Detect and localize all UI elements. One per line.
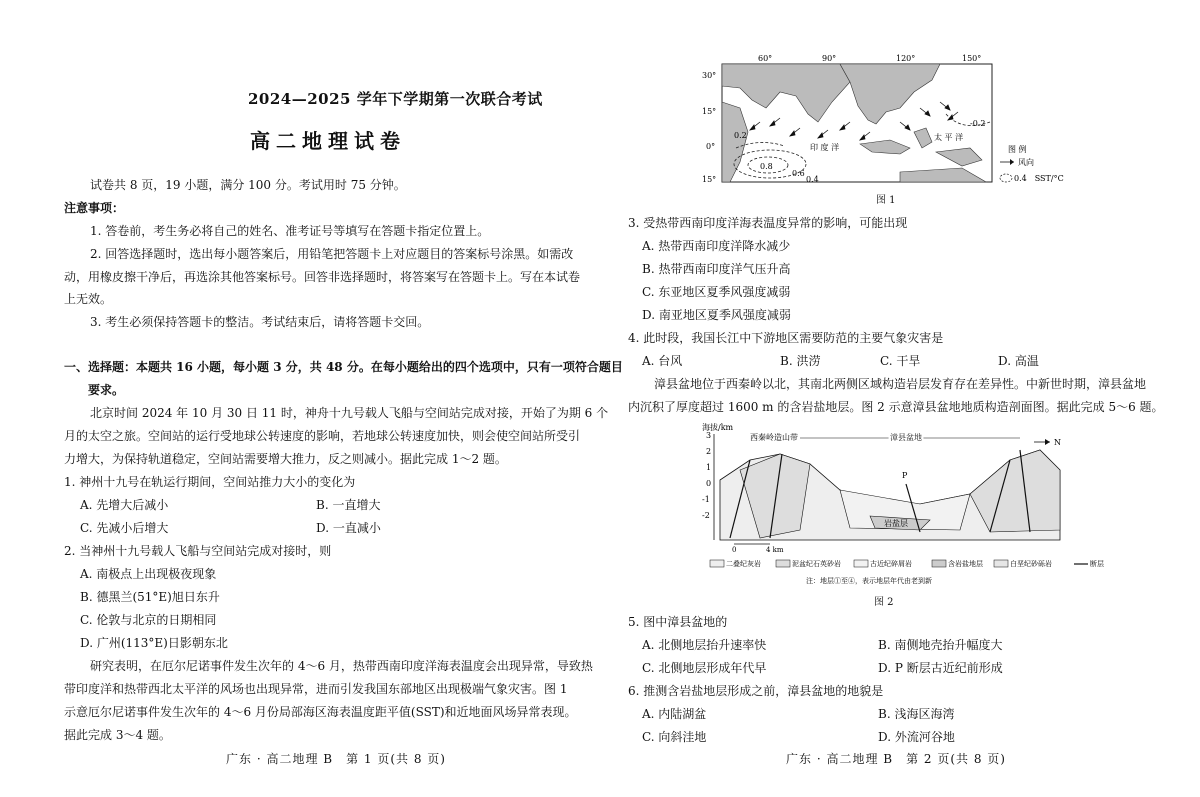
legend-sst: 0.4 SST/°C [1014,174,1064,183]
q2-option-c: C. 伦敦与北京的日期相同 [80,613,217,627]
q6-option-d: D. 外流河谷地 [878,730,955,744]
lon-120: 120° [896,54,916,63]
question-5: 5. 图中漳县盆地的 [628,615,728,629]
lat-15n: 15° [702,107,717,116]
sst-label-02: 0.2 [734,131,747,140]
q3-option-b: B. 热带西南印度洋气压升高 [642,262,791,276]
notice-1: 1. 答卷前，考生务必将自己的姓名、准考证号等填写在答题卡指定位置上。 [90,224,490,238]
geology-profile [670,420,1130,600]
q2-option-d: D. 广州(113°E)日影朝东北 [80,636,228,650]
q1-option-c: C. 先减小后增大 [80,521,169,535]
q3-option-a: A. 热带西南印度洋降水减少 [642,239,791,253]
exam-title: 2024—2025 学年下学期第一次联合考试 [248,90,543,108]
passage1-line3: 力增大，为保持轨道稳定，空间站需要增大推力，反之则减小。据此完成 1～2 题。 [64,452,507,466]
q5-option-a: A. 北侧地层抬升速率快 [642,638,767,652]
notice-3: 3. 考生必须保持答题卡的整洁。考试结束后，请将答题卡交回。 [90,315,430,329]
legend-conglomerate: 白垩纪砂砾岩 [1010,560,1052,568]
legend-wind-arrowhead [1010,159,1014,165]
q4-option-b: B. 洪涝 [780,354,821,368]
ocean-label-indian: 印 度 洋 [810,143,840,152]
q5-option-d: D. P 断层古近纪前形成 [878,661,1003,675]
lat-15s: 15° [702,175,717,184]
lon-150: 150° [962,54,982,63]
legend-sandstone: 泥盆纪石英砂岩 [792,560,841,568]
question-2: 2. 当神州十九号载人飞船与空间站完成对接时，则 [64,544,332,558]
legend-title: 图 例 [1008,145,1027,154]
ocean-label-pacific: 太 平 洋 [934,133,964,142]
scale-zero: 0 [732,546,737,554]
legend-swatch-limestone [710,560,724,567]
sst-label-08: 0.8 [760,162,773,171]
profile-note: 注：地层①至④，表示地层年代由老到新 [806,577,932,585]
profile-yaxis-label: 海拔/km [702,423,734,432]
q6-option-a: A. 内陆湖盆 [642,707,707,721]
q2-option-b: B. 德黑兰(51°E)旭日东升 [80,590,220,604]
legend-sst-symbol [1000,174,1012,182]
passage2-line2: 带印度洋和热带西北太平洋的风场也出现异常，进而引发我国东部地区出现极端气象灾害。图 1 [64,682,568,696]
q6-option-b: B. 浅海区海湾 [878,707,955,721]
north-arrowhead [1045,439,1050,445]
lat-0: 0° [706,142,716,151]
q5-option-b: B. 南侧地壳抬升幅度大 [878,638,1003,652]
q3-option-c: C. 东亚地区夏季风强度减弱 [642,285,791,299]
question-3: 3. 受热带西南印度洋海表温度异常的影响，可能出现 [628,216,908,230]
question-1: 1. 神州十九号在轨运行期间，空间站推力大小的变化为 [64,475,356,489]
sst-label-06: 0.6 [792,169,805,178]
q1-option-b: B. 一直增大 [316,498,381,512]
legend-swatch-conglomerate [994,560,1008,567]
exam-intro: 试卷共 8 页，19 小题，满分 100 分。考试用时 75 分钟。 [90,178,406,192]
fault-p-label: P [902,471,908,480]
passage2-line1: 研究表明，在厄尔尼诺事件发生次年的 4～6 月，热带西南印度洋海表温度会出现异常，导致热 [90,659,593,673]
passage3-line2: 内沉积了厚度超过 1600 m 的含岩盐地层。图 2 示意漳县盆地地质构造剖面图。据此完成 5～6 题。 [628,400,1164,414]
q2-option-a: A. 南极点上出现极夜现象 [80,567,217,581]
section-heading-cont: 要求。 [88,383,125,397]
passage2-line3: 示意厄尔尼诺事件发生次年的 4～6 月份局部海区海表温度距平值(SST)和近地面风场异常表现。 [64,705,577,719]
exam-subtitle: 高二地理试卷 [250,129,406,153]
q1-option-d: D. 一直减小 [316,521,381,535]
q4-option-a: A. 台风 [642,354,683,368]
ytick-neg2: -2 [702,511,710,520]
notice-2: 2. 回答选择题时，选出每小题答案后，用铅笔把答题卡上对应题目的答案标号涂黑。如需改 [90,247,574,261]
legend-swatch-sandstone [776,560,790,567]
q6-option-c: C. 向斜洼地 [642,730,707,744]
q5-option-c: C. 北侧地层形成年代早 [642,661,767,675]
sst-label-neg02: -0.2 [970,119,986,128]
profile-legend [710,559,1104,568]
figure-2-caption: 图 2 [874,597,894,608]
passage2-line4: 据此完成 3～4 题。 [64,728,171,742]
section-heading: 一、选择题：本题共 16 小题，每小题 3 分，共 48 分。在每小题给出的四个选项中，只有一项符合题目 [64,360,623,374]
page-footer-2: 广东 · 高二地理 B 第 2 页(共 8 页) [786,752,1006,766]
ytick-3: 3 [706,431,712,440]
ytick-0: 0 [706,479,712,488]
sst-label-04: 0.4 [806,175,819,184]
page-2 [600,0,1200,797]
salt-label: 岩盐层 [884,519,908,528]
question-6: 6. 推测含岩盐地层形成之前，漳县盆地的地貌是 [628,684,884,698]
question-4: 4. 此时段，我国长江中下游地区需要防范的主要气象灾害是 [628,331,944,345]
passage1-line2: 月的太空之旅。空间站的运行受地球公转速度的影响，若地球公转速度加快，则会使空间站所受引 [64,429,581,443]
lon-90: 90° [822,54,837,63]
lat-30n: 30° [702,71,717,80]
q4-option-d: D. 高温 [998,354,1039,368]
layer-north-block [970,450,1060,532]
notice-2-end: 上无效。 [64,292,113,306]
legend-swatch-salt [932,560,946,567]
ytick-neg1: -1 [702,495,710,504]
scale-4km: 4 km [766,546,784,554]
north-label: N [1054,438,1061,447]
legend-wind: 风向 [1018,158,1034,167]
sst-wind-map [700,52,1100,202]
q3-option-d: D. 南亚地区夏季风强度减弱 [642,308,791,322]
notice-title: 注意事项： [64,201,125,215]
figure-1-caption: 图 1 [876,195,896,206]
legend-swatch-clastic [854,560,868,567]
ytick-1: 1 [706,463,712,472]
zone-qinling: 西秦岭造山带 [750,433,798,442]
lon-60: 60° [758,54,773,63]
legend-clastic: 古近纪碎屑岩 [870,560,912,568]
notice-2-cont: 动，用橡皮擦干净后，再选涂其他答案标号。回答非选择题时，将答案写在答题卡上。写在本试卷 [64,270,581,284]
legend-limestone: 二叠纪灰岩 [726,560,761,568]
ytick-2: 2 [706,447,712,456]
zone-basin: 漳县盆地 [890,433,922,442]
passage3-line1: 漳县盆地位于西秦岭以北，其南北两侧区域构造岩层发育存在差异性。中新世时期，漳县盆地 [654,377,1147,391]
legend-salt: 含岩盐地层 [948,560,983,568]
q4-option-c: C. 干旱 [880,354,921,368]
page-footer-1: 广东 · 高二地理 B 第 1 页(共 8 页) [226,752,446,766]
legend-fault: 断层 [1090,560,1104,568]
q1-option-a: A. 先增大后减小 [80,498,169,512]
passage1-line1: 北京时间 2024 年 10 月 30 日 11 时，神舟十九号载人飞船与空间站完成对接，开始了为期 6 个 [90,406,609,420]
